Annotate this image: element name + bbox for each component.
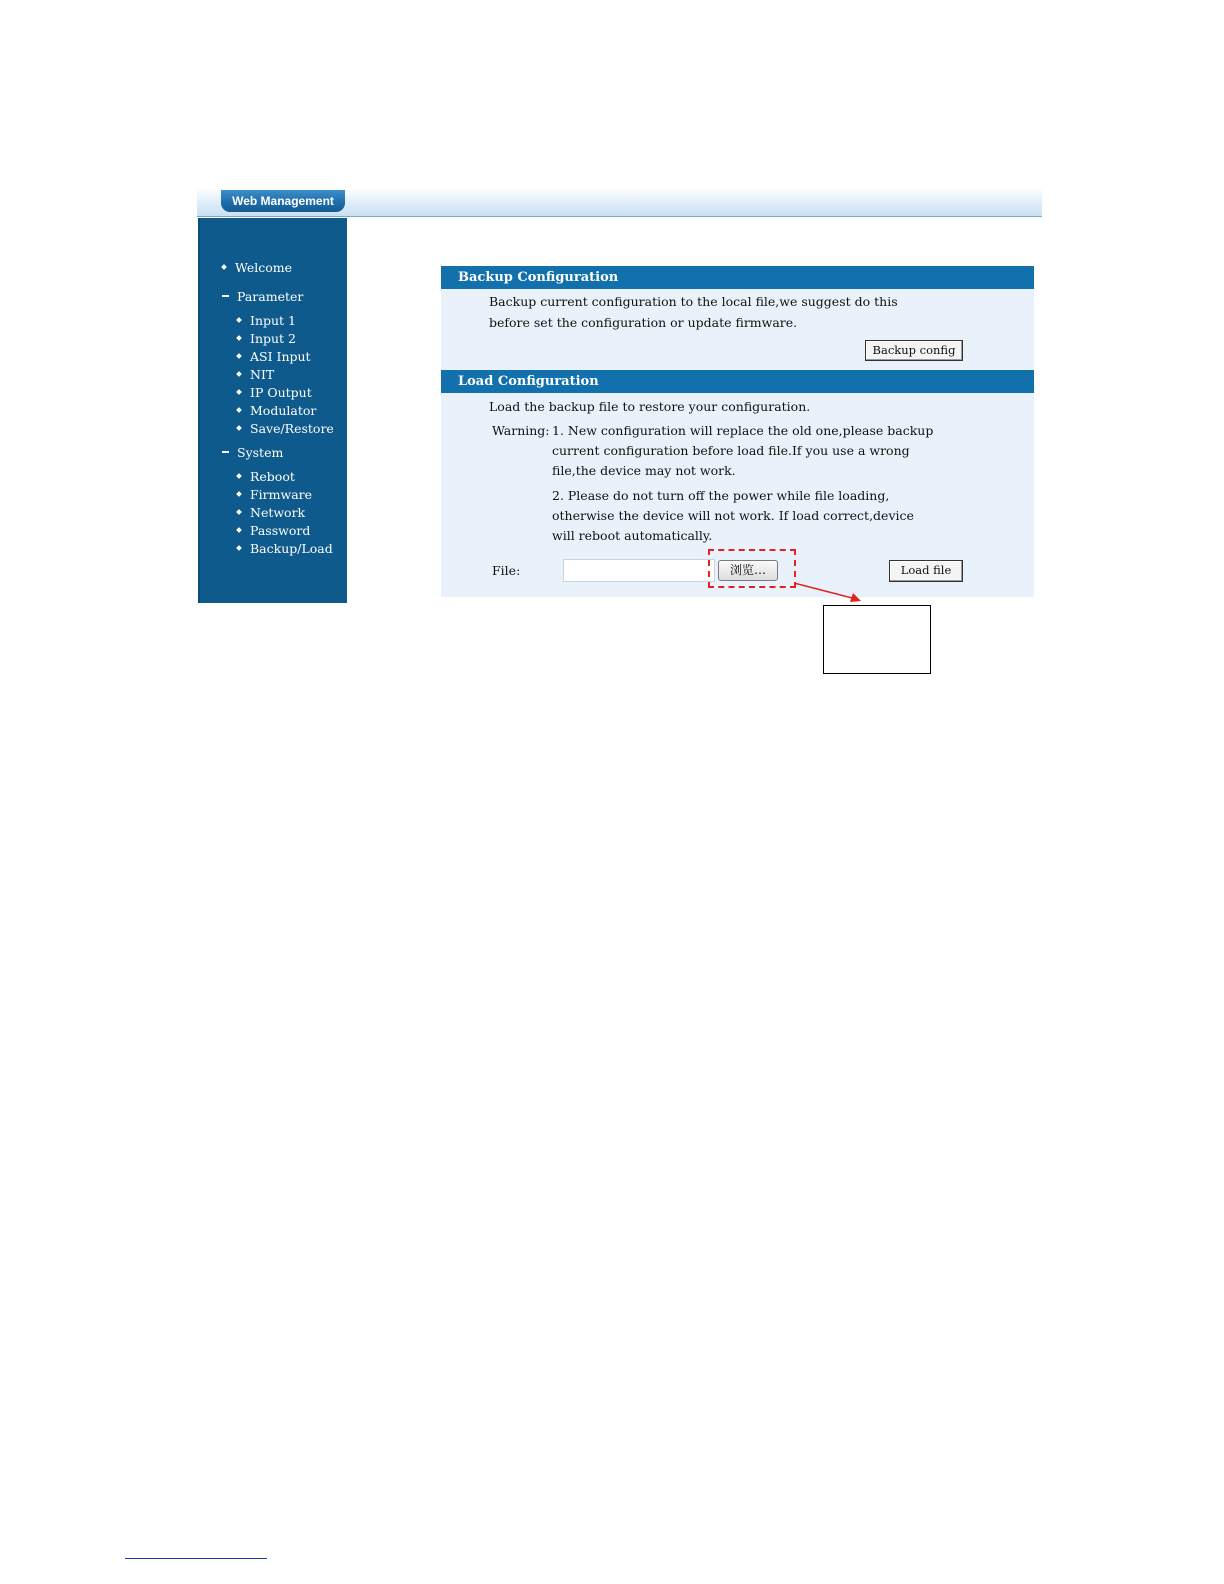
backup-description-line-1: Backup current configuration to the local file,we suggest do this xyxy=(489,294,898,309)
warning-label: Warning: xyxy=(492,423,550,438)
file-label: File: xyxy=(492,563,521,578)
load-file-button[interactable]: Load file xyxy=(889,560,963,582)
sidebar-item-label: Firmware xyxy=(250,487,313,502)
collapse-icon xyxy=(222,295,229,297)
sidebar-item-firmware[interactable] xyxy=(237,487,312,503)
sidebar xyxy=(198,218,347,603)
bullet-icon xyxy=(236,491,242,497)
warning-line: 1. New configuration will replace the old one,please backup xyxy=(552,423,934,438)
sidebar-item-reboot[interactable] xyxy=(237,469,295,485)
backup-section-header: Backup Configuration xyxy=(441,266,1034,289)
bullet-icon xyxy=(236,473,242,479)
sidebar-item-backup-load[interactable] xyxy=(237,541,333,557)
browse-button[interactable]: 浏览… xyxy=(718,560,778,581)
collapse-icon xyxy=(222,451,229,453)
browse-highlight-annotation xyxy=(708,549,796,588)
sidebar-item-label: Network xyxy=(250,505,306,520)
sidebar-item-label: Input 2 xyxy=(250,331,296,346)
sidebar-item-label: Welcome xyxy=(235,260,293,275)
load-section-header: Load Configuration xyxy=(441,370,1034,393)
bullet-icon xyxy=(236,389,242,395)
footer-line xyxy=(125,1558,267,1559)
bullet-icon xyxy=(236,353,242,359)
bullet-icon xyxy=(236,371,242,377)
arrow-shaft xyxy=(794,583,856,599)
callout-box xyxy=(823,605,931,674)
annotation-arrow xyxy=(790,578,870,608)
sidebar-item-modulator[interactable] xyxy=(237,403,316,419)
sidebar-item-welcome[interactable] xyxy=(222,260,292,276)
sidebar-item-label: Modulator xyxy=(250,403,317,418)
sidebar-group-label: System xyxy=(237,445,284,460)
sidebar-item-label: Input 1 xyxy=(250,313,296,328)
sidebar-item-input-1[interactable] xyxy=(237,313,296,329)
sidebar-item-password[interactable] xyxy=(237,523,310,539)
bullet-icon xyxy=(236,425,242,431)
bullet-icon xyxy=(221,264,227,270)
bullet-icon xyxy=(236,335,242,341)
sidebar-item-ip-output[interactable] xyxy=(237,385,312,401)
bullet-icon xyxy=(236,545,242,551)
bullet-icon xyxy=(236,317,242,323)
sidebar-item-network[interactable] xyxy=(237,505,305,521)
file-path-input[interactable] xyxy=(563,559,715,582)
sidebar-item-label: ASI Input xyxy=(250,349,311,364)
backup-description-line-2: before set the configuration or update firmware. xyxy=(489,315,798,330)
backup-config-button[interactable]: Backup config xyxy=(865,340,963,361)
sidebar-item-label: NIT xyxy=(250,367,275,382)
warning-line: 2. Please do not turn off the power while file loading, xyxy=(552,488,890,503)
sidebar-item-input-2[interactable] xyxy=(237,331,296,347)
warning-line: current configuration before load file.If you use a wrong xyxy=(552,443,910,458)
sidebar-item-save-restore[interactable] xyxy=(237,421,334,437)
bullet-icon xyxy=(236,509,242,515)
warning-line: file,the device may not work. xyxy=(552,463,736,478)
sidebar-item-nit[interactable] xyxy=(237,367,274,383)
bullet-icon xyxy=(236,527,242,533)
warning-line: will reboot automatically. xyxy=(552,528,713,543)
web-management-tab[interactable]: Web Management xyxy=(221,190,345,212)
sidebar-item-label: Save/Restore xyxy=(250,421,334,436)
load-intro-text: Load the backup file to restore your configuration. xyxy=(489,399,811,414)
sidebar-item-asi-input[interactable] xyxy=(237,349,311,365)
sidebar-item-label: Reboot xyxy=(250,469,295,484)
warning-line: otherwise the device will not work. If load correct,device xyxy=(552,508,914,523)
sidebar-item-label: IP Output xyxy=(250,385,312,400)
sidebar-group-parameter[interactable] xyxy=(222,289,303,305)
arrow-head-icon xyxy=(850,593,861,602)
backup-section-body xyxy=(441,289,1034,370)
sidebar-item-label: Password xyxy=(250,523,311,538)
bullet-icon xyxy=(236,407,242,413)
sidebar-group-label: Parameter xyxy=(237,289,304,304)
sidebar-item-label: Backup/Load xyxy=(250,541,333,556)
sidebar-group-system[interactable] xyxy=(222,445,283,461)
